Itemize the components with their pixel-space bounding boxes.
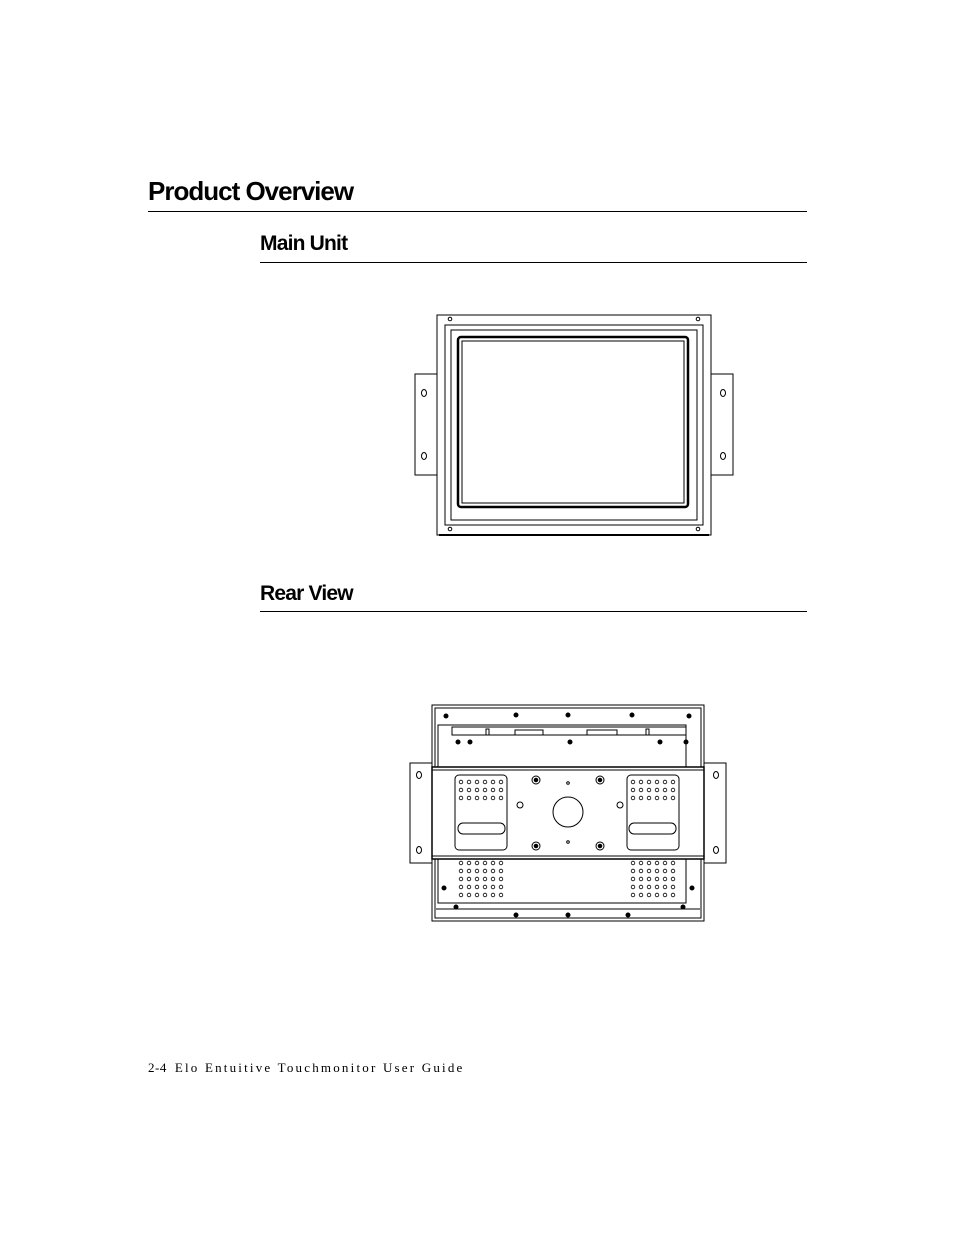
rear-view-illustration [400, 695, 740, 930]
section-rule-main-unit [260, 262, 807, 263]
page-footer [148, 1060, 465, 1076]
main-unit-illustration [405, 305, 745, 545]
page-title: Product Overview [148, 176, 354, 206]
page-number: 2-4 [148, 1060, 167, 1075]
guide-title: Elo Entuitive Touchmonitor User Guide [174, 1060, 465, 1075]
title-rule [148, 211, 807, 212]
section-heading-main-unit: Main Unit [260, 232, 348, 255]
section-heading-rear-view: Rear View [260, 582, 353, 605]
section-rule-rear-view [260, 611, 807, 612]
